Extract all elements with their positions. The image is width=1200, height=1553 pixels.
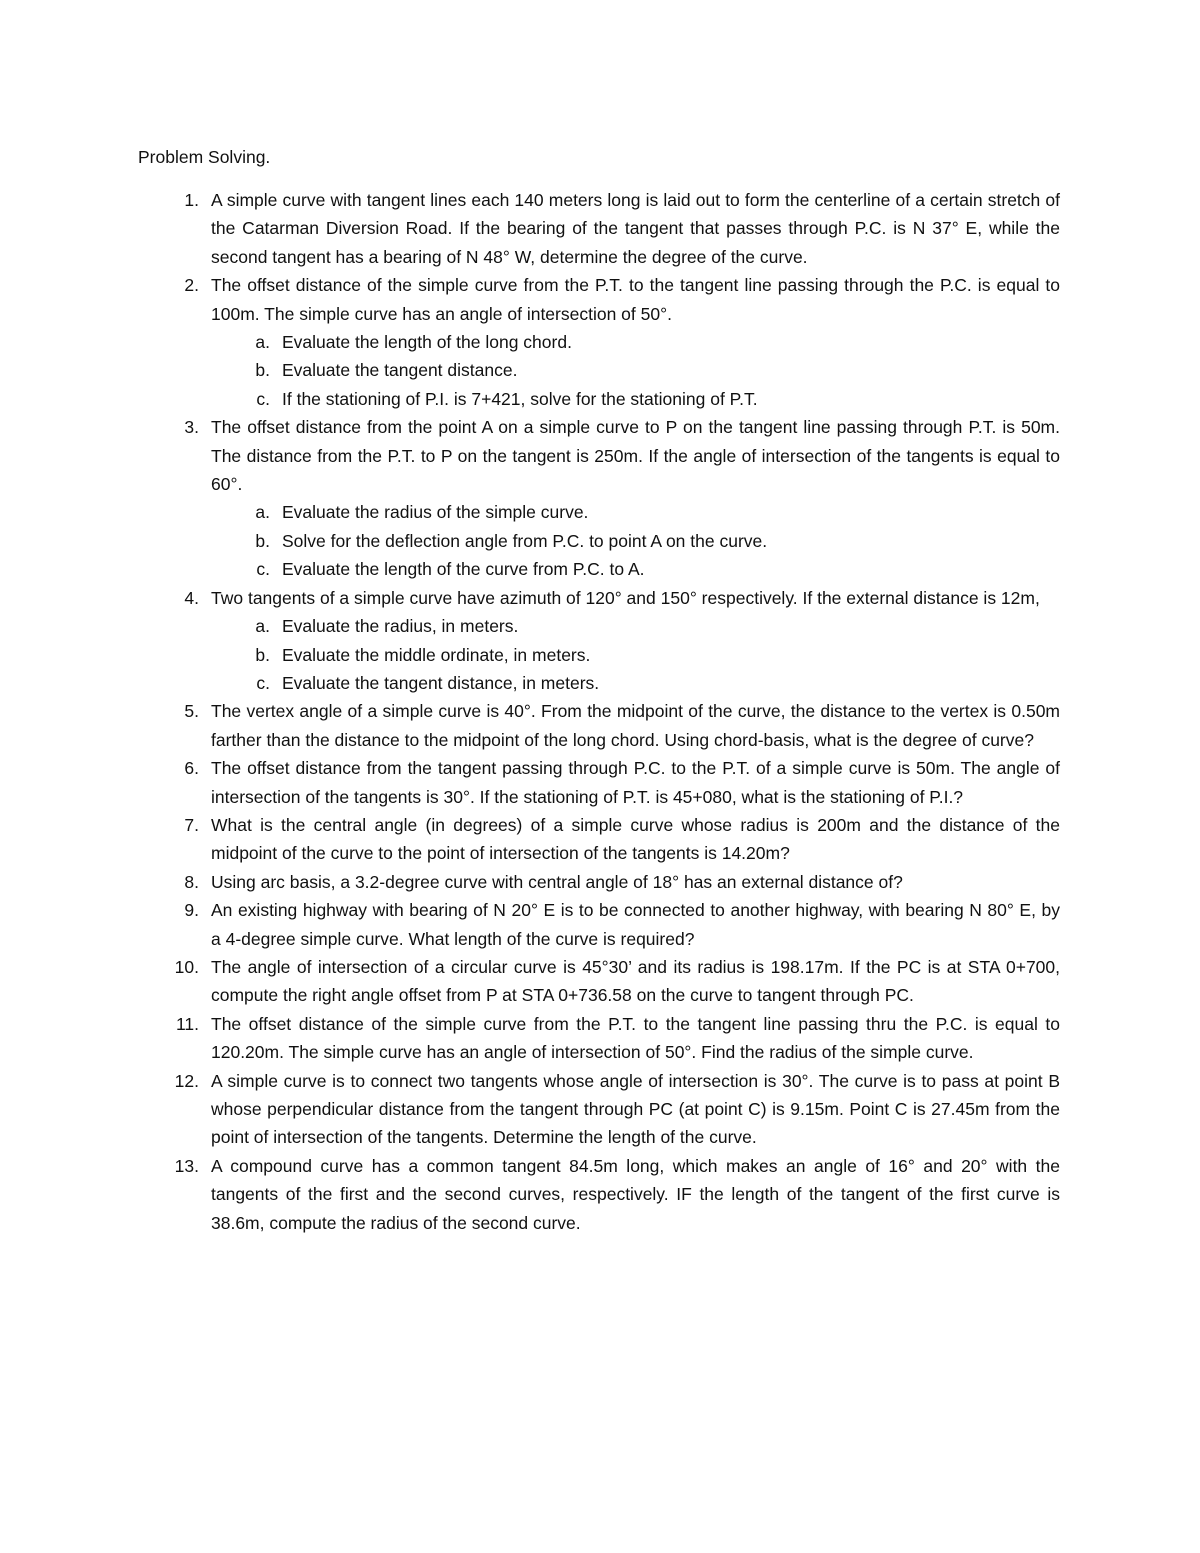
sub-question-letter: a.: [255, 616, 270, 637]
problem-number: 10.: [174, 956, 199, 977]
problem-number: 8.: [184, 871, 199, 892]
problem-text: A simple curve is to connect two tangents whose angle of intersection is 30°. The curve is to pass at point B whose perpendicular distance from the tangent through PC (at point C) is 9.15m. Point C is 27.45m from the point of intersection of the tangents. Determine the length of the curve.: [211, 1070, 1060, 1148]
problem-text: Two tangents of a simple curve have azimuth of 120° and 150° respectively. If the external distance is 12m,: [211, 587, 1040, 608]
problem-item: [138, 584, 1060, 612]
problem-number: 3.: [184, 417, 199, 438]
sub-question-letter: b.: [255, 644, 270, 665]
problem-number: 9.: [184, 900, 199, 921]
sub-question-text: Evaluate the radius, in meters.: [282, 616, 519, 637]
sub-question-text: Evaluate the radius of the simple curve.: [282, 502, 589, 523]
problem-number: 7.: [184, 814, 199, 835]
sub-question: [211, 356, 1060, 384]
sub-question-text: If the stationing of P.I. is 7+421, solve for the stationing of P.T.: [282, 388, 758, 409]
problem-number: 6.: [184, 758, 199, 779]
problem-item: [138, 413, 1060, 498]
problem-text: A simple curve with tangent lines each 140 meters long is laid out to form the centerline of a certain stretch of the Catarman Diversion Road. If the bearing of the tangent that passes through P.C. is N 37° E, while the second tangent has a bearing of N 48° W, determine the degree of the curve.: [211, 190, 1060, 267]
sub-question-letter: a.: [255, 502, 270, 523]
sub-question-text: Evaluate the tangent distance.: [282, 360, 518, 381]
sub-question: [211, 669, 1060, 697]
problem-item: [138, 186, 1060, 271]
problem-text: Using arc basis, a 3.2-degree curve with central angle of 18° has an external distance of?: [211, 871, 903, 892]
problem-item: [138, 868, 1060, 896]
problem-number: 11.: [175, 1013, 199, 1034]
problem-list: [138, 186, 1060, 1237]
sub-question-letter: b.: [255, 530, 270, 551]
problem-text: What is the central angle (in degrees) of a simple curve whose radius is 200m and the distance of the midpoint of the curve to the point of intersection of the tangents is 14.20m?: [211, 814, 1060, 864]
sub-question: [211, 555, 1060, 583]
problem-text: The offset distance of the simple curve from the P.T. to the tangent line passing thru the P.C. is equal to 120.20m. The simple curve has an angle of intersection of 50°. Find the radius of the simple curve.: [211, 1013, 1060, 1063]
problem-number: 13.: [174, 1155, 199, 1176]
sub-question: [211, 641, 1060, 669]
problem-item: [138, 1010, 1060, 1067]
sub-question-letter: c.: [256, 388, 270, 409]
problem-number: 12.: [174, 1070, 199, 1091]
sub-question-text: Evaluate the length of the long chord.: [282, 332, 572, 353]
problem-item: [138, 896, 1060, 953]
problem-item: [138, 953, 1060, 1010]
sub-question-letter: a.: [255, 332, 270, 353]
problem-number: 5.: [184, 701, 199, 722]
problem-text: The vertex angle of a simple curve is 40°. From the midpoint of the curve, the distance to the vertex is 0.50m farther than the distance to the midpoint of the long chord. Using chord-basis, what is the degree of curve?: [211, 701, 1060, 750]
sub-question: [211, 385, 1060, 413]
sub-question-text: Solve for the deflection angle from P.C. to point A on the curve.: [282, 530, 768, 551]
problem-text: The angle of intersection of a circular curve is 45°30’ and its radius is 198.17m. If the PC is at STA 0+700, compute the right angle offset from P at STA 0+736.58 on the curve to tangent through PC.: [211, 956, 1060, 1006]
page-heading: Problem Solving.: [138, 147, 271, 167]
sub-question: [211, 612, 1060, 640]
problem-text: An existing highway with bearing of N 20° E is to be connected to another highway, with bearing N 80° E, by a 4-degree simple curve. What length of the curve is required?: [211, 900, 1060, 949]
sub-question-letter: b.: [255, 360, 270, 381]
problem-text: The offset distance from the tangent passing through P.C. to the P.T. of a simple curve is 50m. The angle of intersection of the tangents is 30°. If the stationing of P.T. is 45+080, what is the stationing of P.I.?: [211, 758, 1060, 807]
problem-number: 4.: [184, 587, 199, 608]
problem-text: The offset distance from the point A on a simple curve to P on the tangent line passing through P.T. is 50m. The distance from the P.T. to P on the tangent is 250m. If the angle of intersection of the tangents is equal to 60°.: [211, 417, 1060, 495]
sub-question-letter: c.: [256, 559, 270, 580]
problem-text: The offset distance of the simple curve from the P.T. to the tangent line passing through the P.C. is equal to 100m. The simple curve has an angle of intersection of 50°.: [211, 275, 1060, 324]
problem-item: [138, 754, 1060, 811]
sub-question: [211, 527, 1060, 555]
problem-number: 2.: [184, 275, 199, 296]
problem-item: [138, 271, 1060, 328]
sub-question-text: Evaluate the tangent distance, in meters.: [282, 672, 600, 693]
sub-question: [211, 328, 1060, 356]
problem-item: [138, 1067, 1060, 1152]
problem-text: A compound curve has a common tangent 84.5m long, which makes an angle of 16° and 20° with the tangents of the first and the second curves, respectively. IF the length of the tangent of the first curve is 38.6m, compute the radius of the second curve.: [211, 1155, 1060, 1233]
sub-question-text: Evaluate the length of the curve from P.C. to A.: [282, 559, 645, 580]
problem-item: [138, 697, 1060, 754]
sub-question: [211, 498, 1060, 526]
problem-item: [138, 811, 1060, 868]
problem-number: 1.: [184, 190, 199, 210]
sub-question-letter: c.: [256, 672, 270, 693]
problem-item: [138, 1152, 1060, 1237]
sub-question-text: Evaluate the middle ordinate, in meters.: [282, 644, 591, 665]
